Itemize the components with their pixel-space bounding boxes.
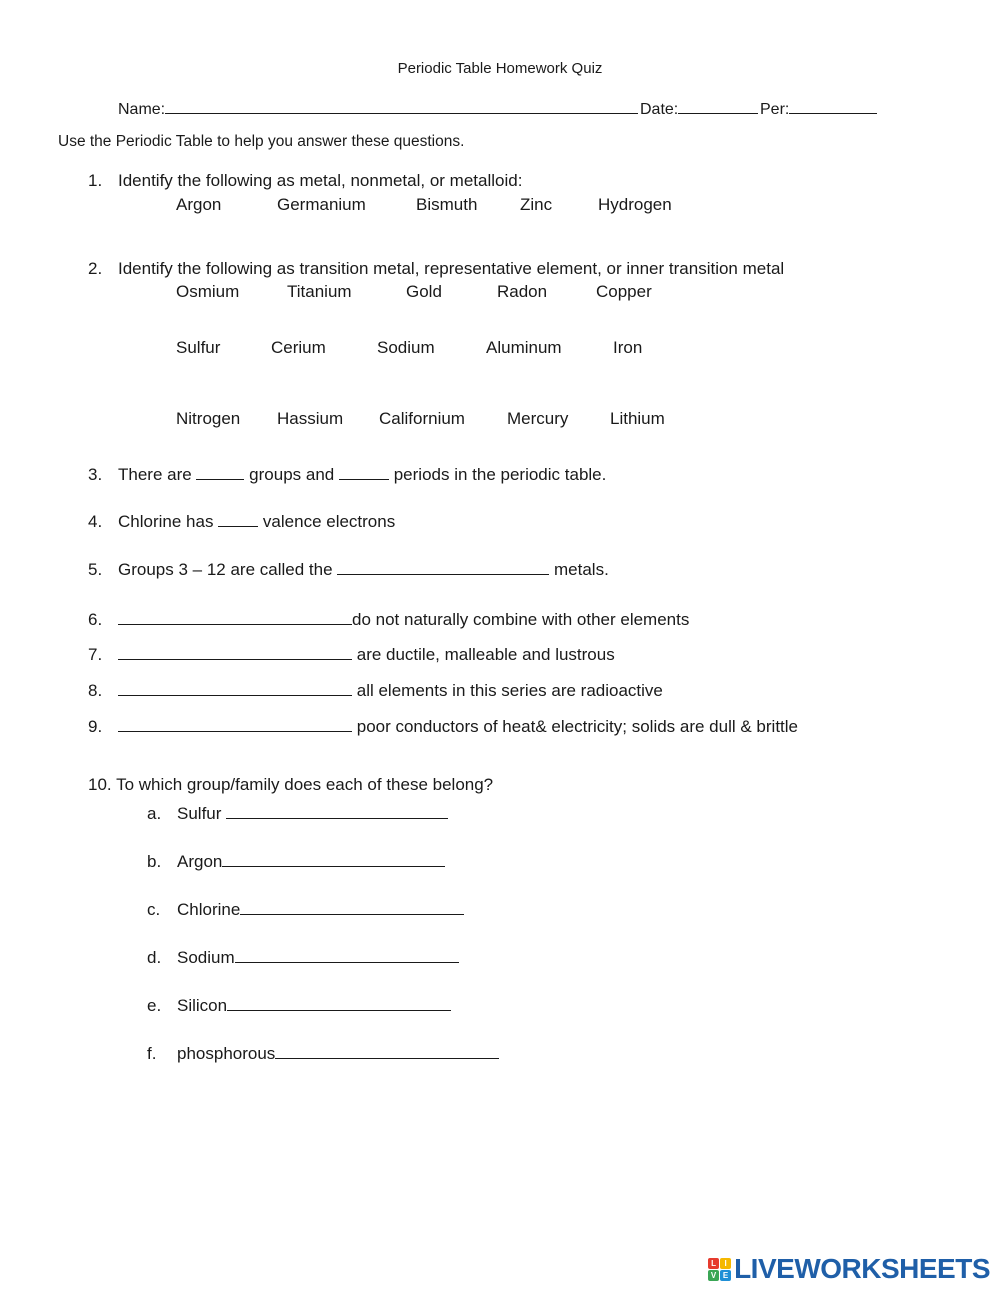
- date-blank[interactable]: [678, 96, 758, 114]
- sub-letter: f.: [147, 1044, 157, 1063]
- word-option[interactable]: Radon: [497, 282, 548, 301]
- per-blank[interactable]: [789, 96, 877, 114]
- logo-tile: L: [708, 1258, 719, 1269]
- word-option[interactable]: Bismuth: [416, 195, 478, 214]
- answer-blank[interactable]: [118, 607, 352, 625]
- question-10: [88, 775, 493, 795]
- question-number: 10.: [88, 775, 112, 794]
- answer-blank[interactable]: [275, 1041, 499, 1059]
- logo-mark-icon: [708, 1258, 731, 1281]
- word-option[interactable]: Cerium: [271, 338, 326, 357]
- question-number: 7.: [88, 645, 103, 664]
- sub-letter: a.: [147, 804, 162, 823]
- question-1: [88, 171, 522, 191]
- periods-blank[interactable]: [339, 462, 389, 480]
- answer-blank[interactable]: [240, 897, 464, 915]
- sub-item-f: [147, 1041, 499, 1064]
- word-option[interactable]: Sodium: [377, 338, 435, 357]
- word-option[interactable]: Californium: [379, 409, 465, 428]
- question-text: metals.: [554, 560, 609, 579]
- sub-letter: b.: [147, 852, 162, 871]
- question-number: 5.: [88, 560, 103, 579]
- question-3: [88, 462, 606, 485]
- question-5: [88, 557, 609, 580]
- date-field[interactable]: [640, 96, 758, 119]
- question-text: Identify the following as metal, nonmetal, or metalloid:: [118, 171, 523, 190]
- word-option[interactable]: Argon: [176, 195, 222, 214]
- question-text: are ductile, malleable and lustrous: [356, 645, 615, 664]
- liveworksheets-logo: [708, 1253, 990, 1285]
- word-option[interactable]: Osmium: [176, 282, 240, 301]
- logo-tile: I: [720, 1258, 731, 1269]
- question-4: [88, 509, 395, 532]
- logo-text: LIVEWORKSHEETS: [734, 1253, 990, 1284]
- question-number: 9.: [88, 717, 103, 736]
- instructions: Use the Periodic Table to help you answer these questions.: [58, 133, 465, 150]
- date-label: Date:: [640, 101, 679, 118]
- question-9: [88, 714, 798, 737]
- sub-item-c: [147, 897, 464, 920]
- word-option[interactable]: Germanium: [277, 195, 366, 214]
- name-label: Name:: [118, 101, 166, 118]
- answer-blank[interactable]: [222, 849, 445, 867]
- sub-letter: d.: [147, 948, 162, 967]
- element-name: Argon: [177, 852, 223, 871]
- sub-item-d: [147, 945, 459, 968]
- question-number: 4.: [88, 512, 103, 531]
- question-2: [88, 259, 784, 279]
- element-name: Sulfur: [177, 804, 227, 823]
- logo-tile: E: [720, 1270, 731, 1281]
- word-option[interactable]: Sulfur: [176, 338, 221, 357]
- word-option[interactable]: Hassium: [277, 409, 344, 428]
- element-name: phosphorous: [177, 1044, 276, 1063]
- groups-blank[interactable]: [196, 462, 244, 480]
- question-text: There are: [118, 465, 192, 484]
- logo-tile: V: [708, 1270, 719, 1281]
- sub-item-e: [147, 993, 451, 1016]
- answer-blank[interactable]: [118, 714, 352, 732]
- question-number: 6.: [88, 610, 103, 629]
- word-option[interactable]: Gold: [406, 282, 442, 301]
- name-field[interactable]: [118, 96, 638, 119]
- sub-item-a: [147, 801, 448, 824]
- page-title: Periodic Table Homework Quiz: [397, 60, 603, 77]
- element-name: Chlorine: [177, 900, 241, 919]
- question-7: [88, 642, 615, 665]
- word-option[interactable]: Zinc: [520, 195, 553, 214]
- word-option[interactable]: Aluminum: [486, 338, 562, 357]
- per-label: Per:: [760, 101, 790, 118]
- sub-letter: c.: [147, 900, 161, 919]
- per-field[interactable]: [760, 96, 877, 119]
- question-number: 8.: [88, 681, 103, 700]
- metals-blank[interactable]: [337, 557, 549, 575]
- valence-blank[interactable]: [218, 509, 258, 527]
- word-option[interactable]: Iron: [613, 338, 643, 357]
- question-8: [88, 678, 663, 701]
- question-number: 2.: [88, 259, 103, 278]
- word-option[interactable]: Copper: [596, 282, 652, 301]
- question-text: Chlorine has: [118, 512, 214, 531]
- word-option[interactable]: Hydrogen: [598, 195, 672, 214]
- question-text: all elements in this series are radioactive: [356, 681, 663, 700]
- answer-blank[interactable]: [118, 642, 352, 660]
- question-text: poor conductors of heat& electricity; solids are dull & brittle: [356, 717, 799, 736]
- word-option[interactable]: Nitrogen: [176, 409, 241, 428]
- answer-blank[interactable]: [235, 945, 459, 963]
- question-6: [88, 607, 689, 630]
- sub-item-b: [147, 849, 445, 872]
- question-text: periods in the periodic table.: [393, 465, 607, 484]
- question-text: Identify the following as transition metal, representative element, or inner transition metal: [118, 259, 785, 278]
- word-option[interactable]: Lithium: [610, 409, 665, 428]
- word-option[interactable]: Titanium: [287, 282, 352, 301]
- element-name: Silicon: [177, 996, 228, 1015]
- name-blank[interactable]: [165, 96, 638, 114]
- word-option[interactable]: Mercury: [507, 409, 569, 428]
- answer-blank[interactable]: [226, 801, 448, 819]
- question-text: valence electrons: [262, 512, 396, 531]
- question-text: Groups 3 – 12 are called the: [118, 560, 333, 579]
- answer-blank[interactable]: [227, 993, 451, 1011]
- question-text: groups and: [249, 465, 335, 484]
- question-text: To which group/family does each of these belong?: [116, 775, 494, 794]
- question-text: do not naturally combine with other elements: [352, 610, 690, 629]
- question-number: 1.: [88, 171, 103, 190]
- answer-blank[interactable]: [118, 678, 352, 696]
- question-number: 3.: [88, 465, 103, 484]
- sub-letter: e.: [147, 996, 162, 1015]
- element-name: Sodium: [177, 948, 235, 967]
